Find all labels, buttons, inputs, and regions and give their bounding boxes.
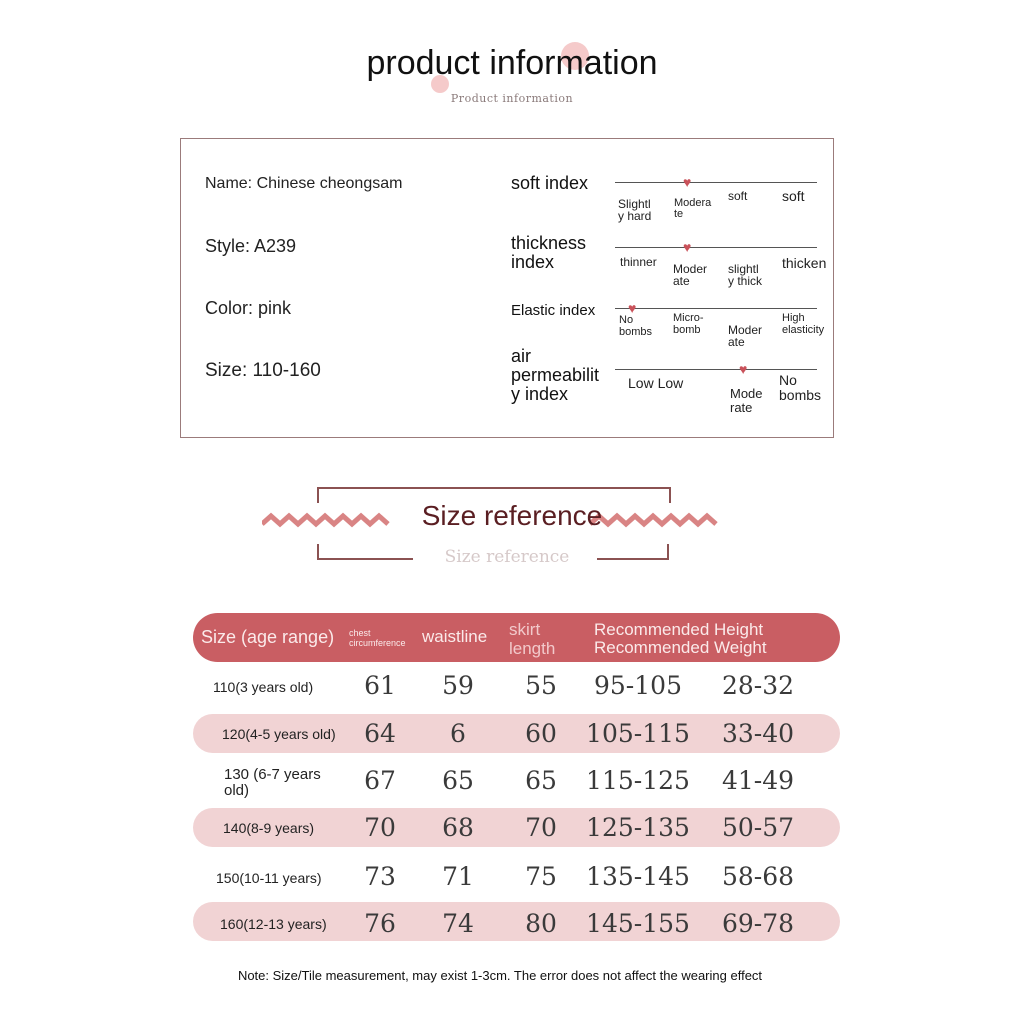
product-style: Style: A239 xyxy=(205,236,297,256)
air-index-scale xyxy=(615,369,817,370)
table-cell-weight: 69-78 xyxy=(721,909,795,938)
table-cell-weight: 33-40 xyxy=(721,719,795,748)
table-cell-height: 125-135 xyxy=(586,813,690,842)
table-cell-weight: 28-32 xyxy=(721,671,795,700)
table-cell-chest: 70 xyxy=(364,813,396,842)
table-cell-skirt: 60 xyxy=(525,719,557,748)
table-cell-waist: 6 xyxy=(450,719,466,748)
table-cell-height: 115-125 xyxy=(586,766,690,795)
soft-option-2: Modera te xyxy=(674,197,712,220)
table-cell-weight: 50-57 xyxy=(721,813,795,842)
table-cell-height: 135-145 xyxy=(586,862,690,891)
soft-index-title: soft index xyxy=(511,173,589,193)
thickness-option-2: Moder ate xyxy=(673,262,708,288)
table-cell-height: 95-105 xyxy=(594,671,682,700)
table-cell-height: 105-115 xyxy=(586,719,690,748)
elastic-option-2: Micro- bomb xyxy=(673,312,704,336)
air-option-3: No bombs xyxy=(779,372,822,403)
table-cell-weight: 41-49 xyxy=(721,766,795,795)
table-row-size: 110(3 years old) xyxy=(213,679,314,695)
page-subtitle: Product information xyxy=(450,92,574,105)
header-chest: chest circumference xyxy=(349,628,406,648)
thickness-option-3: slightl y thick xyxy=(728,262,763,288)
elastic-index-title: Elastic index xyxy=(511,302,596,319)
table-cell-waist: 71 xyxy=(442,862,474,891)
footnote: Note: Size/Tile measurement, may exist 1-3cm. The error does not affect the wearing effect xyxy=(237,968,763,983)
elastic-option-1: No bombs xyxy=(619,314,653,338)
heart-icon: ♥ xyxy=(683,239,692,255)
thickness-index-scale xyxy=(615,247,817,248)
table-header xyxy=(193,613,840,662)
table-cell-skirt: 80 xyxy=(525,909,557,938)
air-option-1: Low Low xyxy=(628,375,684,391)
heart-icon: ♥ xyxy=(628,300,637,316)
table-row-size: 120(4-5 years old) xyxy=(222,726,336,742)
table-cell-weight: 58-68 xyxy=(721,862,795,891)
table-row-size: 130 (6-7 years old) xyxy=(224,766,321,799)
thickness-option-1: thinner xyxy=(620,255,657,269)
heart-icon: ♥ xyxy=(739,361,748,377)
soft-index-scale xyxy=(615,182,817,183)
table-cell-height: 145-155 xyxy=(586,909,690,938)
header-size: Size (age range) xyxy=(201,627,335,647)
air-permeability-index-title: air permeabilit y index xyxy=(511,346,600,404)
table-cell-skirt: 65 xyxy=(525,766,557,795)
page-title: product information xyxy=(366,44,658,82)
product-info-box xyxy=(180,138,834,438)
product-name: Name: Chinese cheongsam xyxy=(205,175,403,192)
table-row-size: 140(8-9 years) xyxy=(223,820,315,836)
table-cell-chest: 67 xyxy=(364,766,396,795)
table-cell-waist: 74 xyxy=(442,909,474,938)
air-option-2: Mode rate xyxy=(730,386,763,415)
size-reference-title: Size reference xyxy=(421,500,603,531)
table-cell-chest: 61 xyxy=(364,671,396,700)
elastic-option-4: High elasticity xyxy=(782,312,825,336)
soft-option-3: soft xyxy=(728,189,748,203)
heart-icon: ♥ xyxy=(683,174,692,190)
table-row-size: 160(12-13 years) xyxy=(220,916,327,932)
soft-option-1: Slightl y hard xyxy=(618,197,652,223)
thickness-index-title: thickness index xyxy=(511,233,587,272)
product-size: Size: 110-160 xyxy=(205,360,321,381)
table-cell-chest: 73 xyxy=(364,862,396,891)
table-cell-waist: 65 xyxy=(442,766,474,795)
table-cell-chest: 64 xyxy=(364,719,396,748)
table-cell-waist: 68 xyxy=(442,813,474,842)
thickness-option-4: thicken xyxy=(782,255,827,271)
elastic-option-3: Moder ate xyxy=(728,323,763,349)
table-cell-skirt: 55 xyxy=(525,671,557,700)
size-reference-subtitle: Size reference xyxy=(444,547,570,567)
table-cell-skirt: 70 xyxy=(525,813,557,842)
table-cell-skirt: 75 xyxy=(525,862,557,891)
table-cell-chest: 76 xyxy=(364,909,396,938)
soft-option-4: soft xyxy=(782,188,805,204)
header-waist: waistline xyxy=(422,627,488,646)
product-color: Color: pink xyxy=(205,298,292,318)
table-cell-waist: 59 xyxy=(442,671,474,700)
header-skirt: skirt length xyxy=(509,620,556,658)
header-recommend: Recommended Height Recommended Weight xyxy=(594,620,767,657)
elastic-index-scale xyxy=(615,308,817,309)
table-row-size: 150(10-11 years) xyxy=(216,870,322,886)
